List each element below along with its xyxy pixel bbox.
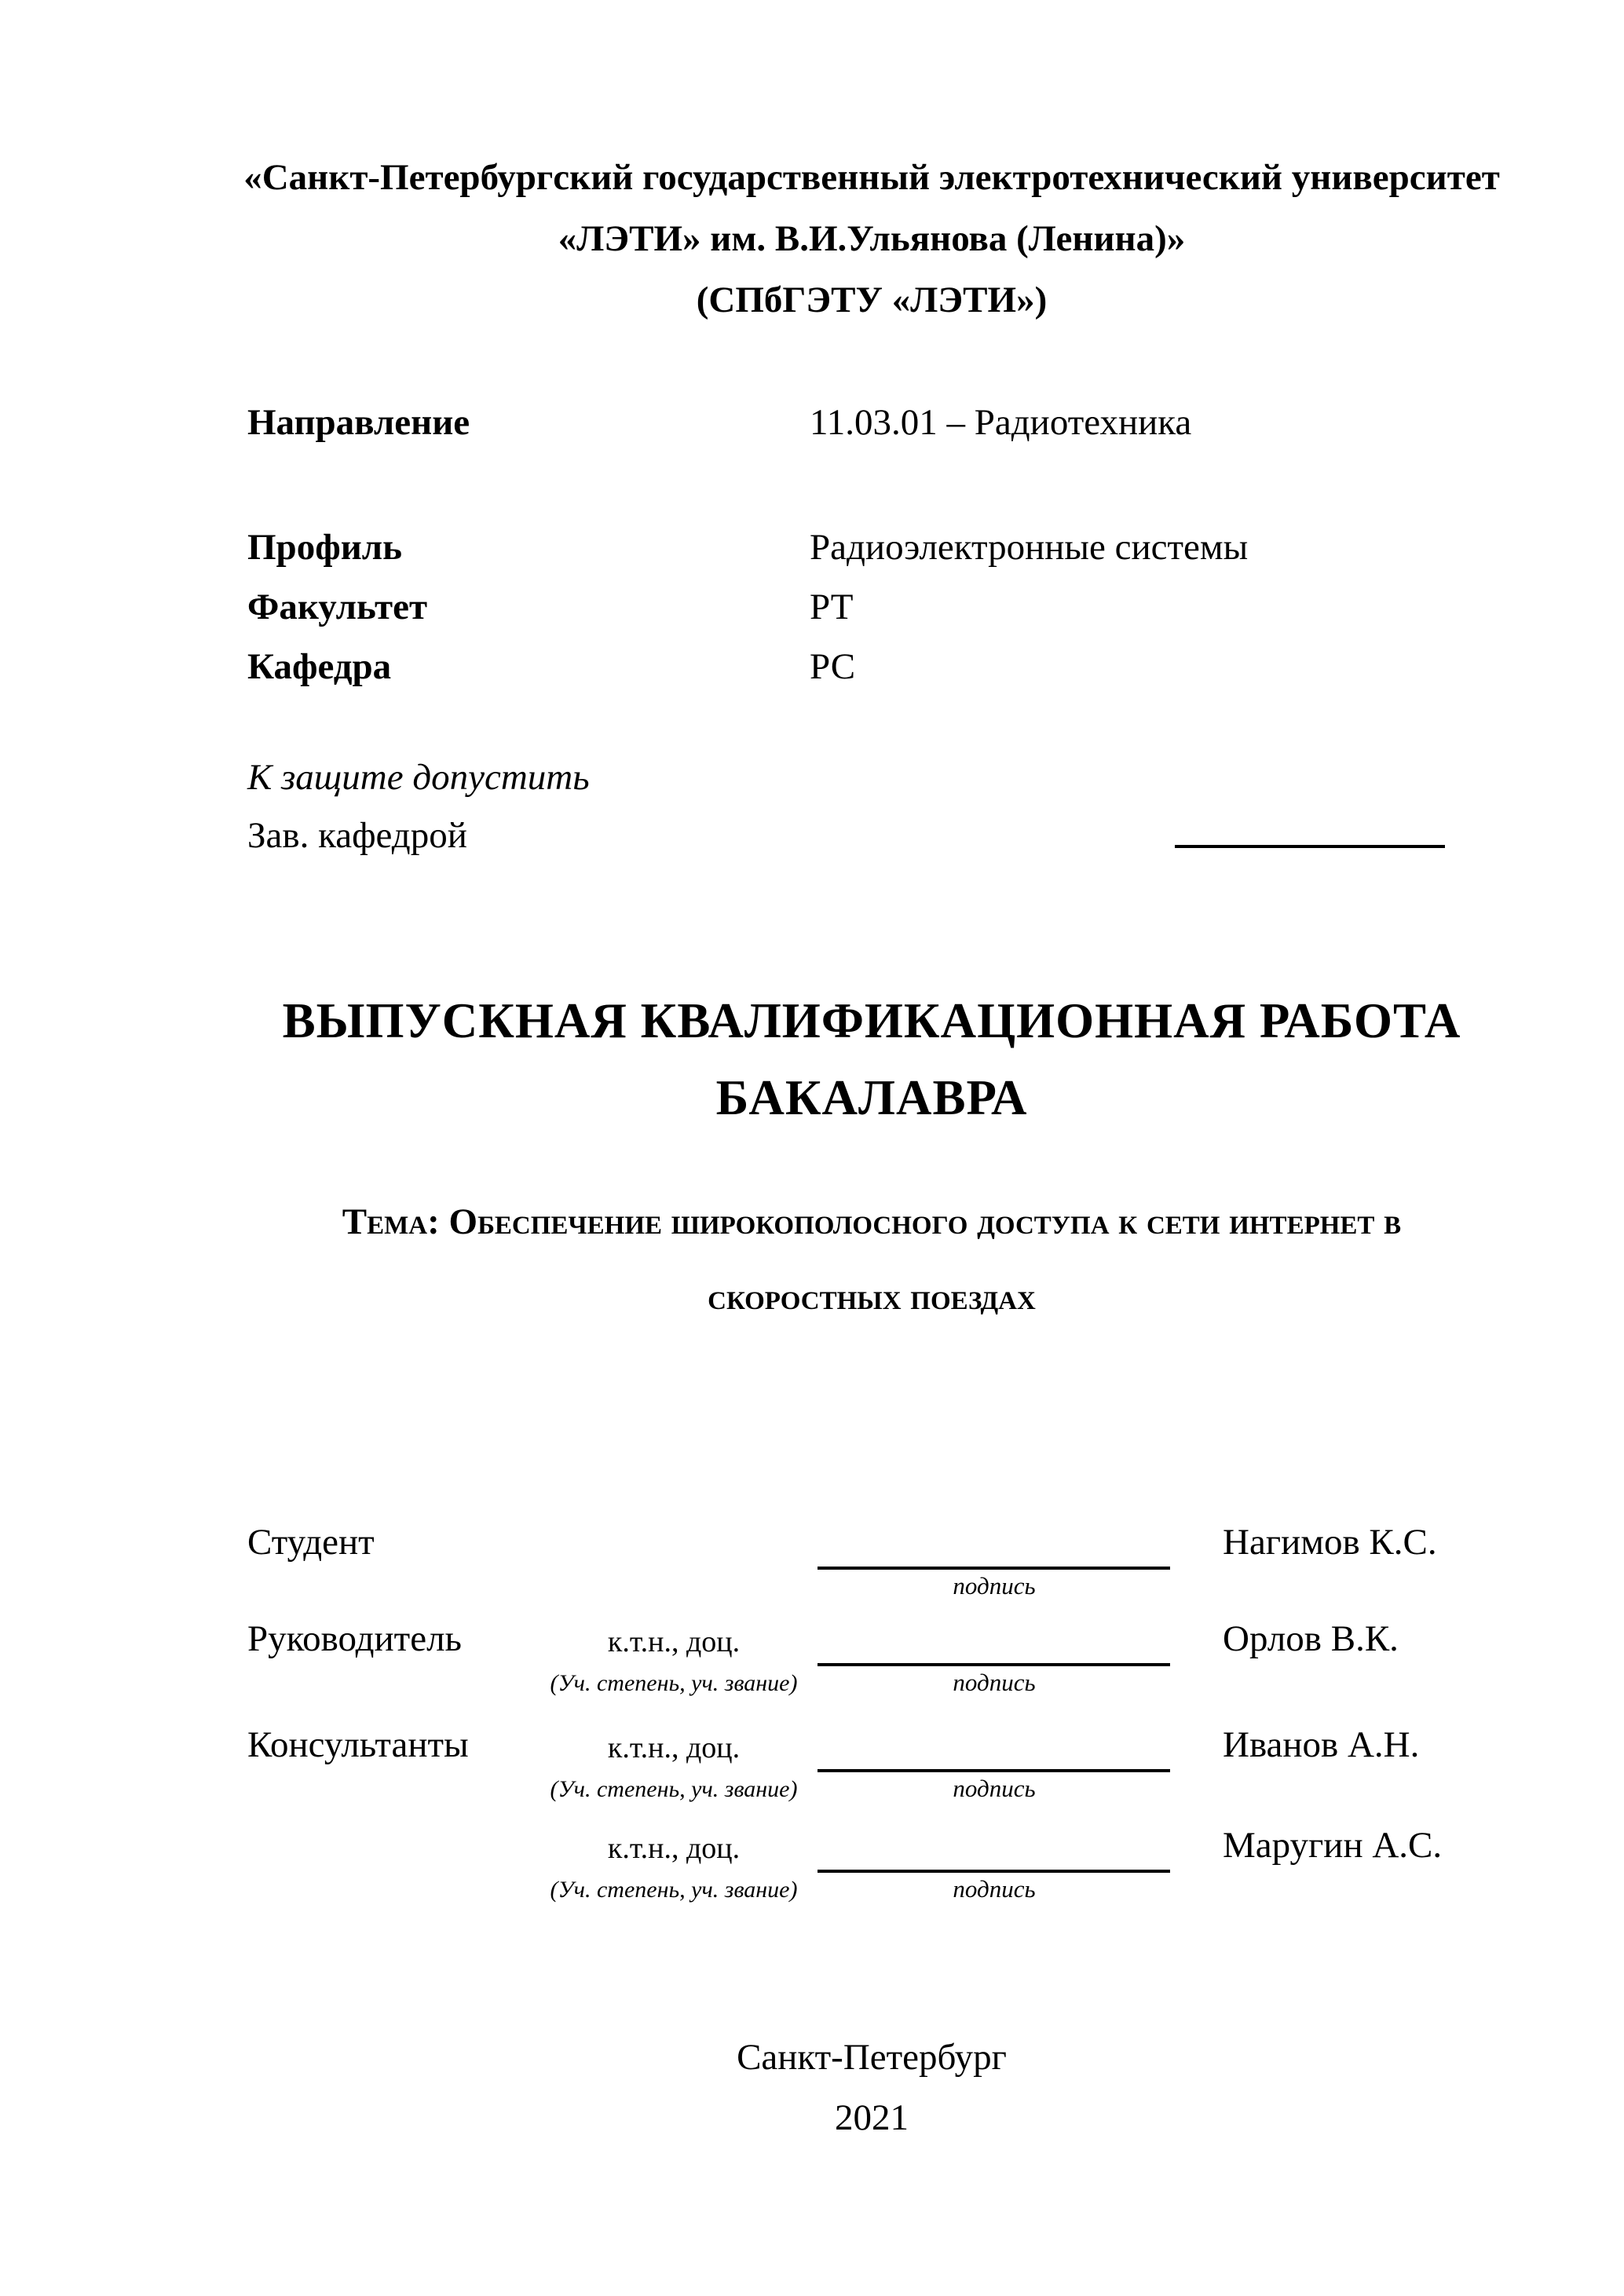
degree-title: к.т.н., доц. — [607, 1731, 741, 1764]
faculty-value: РТ — [810, 587, 854, 627]
signature-row-consultant-2 — [0, 1822, 1624, 1924]
signature-row-consultant-1 — [0, 1721, 1624, 1823]
signature-caption: подпись — [953, 1775, 1036, 1802]
profile-label: Профиль — [247, 527, 403, 568]
person-name: Иванов А.Н. — [1223, 1724, 1420, 1765]
signature-caption: подпись — [953, 1572, 1036, 1600]
person-name: Маругин А.С. — [1223, 1825, 1443, 1866]
signature-line — [817, 1769, 1170, 1772]
university-name-line2: «ЛЭТИ» им. В.И.Ульянова (Ленина)» — [558, 218, 1186, 259]
profile-value: Радиоэлектронные системы — [810, 527, 1249, 568]
degree-caption: (Уч. степень, уч. звание) — [550, 1670, 798, 1696]
degree-title: к.т.н., доц. — [607, 1625, 741, 1658]
degree-title: к.т.н., доц. — [607, 1832, 741, 1865]
department-head-label: Зав. кафедрой — [247, 815, 467, 856]
signature-line — [817, 1870, 1170, 1873]
admission-approve-line: К защите допустить — [247, 757, 590, 798]
signature-line — [817, 1663, 1170, 1666]
degree-caption: (Уч. степень, уч. звание) — [550, 1776, 798, 1802]
footer-city: Санкт-Петербург — [737, 2037, 1007, 2078]
thesis-theme-line1: Тема: Обеспечение широкополосного доступа к сети интернет в — [342, 1201, 1402, 1242]
department-value: РС — [810, 646, 856, 687]
person-name: Орлов В.К. — [1223, 1618, 1399, 1659]
signature-caption: подпись — [953, 1875, 1036, 1903]
degree-caption: (Уч. степень, уч. звание) — [550, 1877, 798, 1903]
signature-caption: подпись — [953, 1669, 1036, 1696]
faculty-label: Факультет — [247, 587, 428, 627]
role-label: Руководитель — [247, 1618, 462, 1659]
signature-row-supervisor — [0, 1615, 1624, 1717]
person-name: Нагимов К.С. — [1223, 1522, 1437, 1563]
thesis-theme-line2: скоростных поездах — [708, 1277, 1036, 1318]
role-label: Студент — [247, 1522, 375, 1563]
signature-row-student — [0, 1519, 1624, 1621]
department-head-signature-line — [1175, 845, 1445, 848]
signature-line — [817, 1567, 1170, 1570]
university-abbreviation: (СПбГЭТУ «ЛЭТИ») — [696, 280, 1048, 320]
department-label: Кафедра — [247, 646, 392, 687]
role-label: Консультанты — [247, 1724, 469, 1765]
direction-value: 11.03.01 – Радиотехника — [810, 402, 1192, 443]
thesis-title-line1: ВЫПУСКНАЯ КВАЛИФИКАЦИОННАЯ РАБОТА — [282, 993, 1461, 1048]
university-name-line1: «Санкт-Петербургский государственный электротехнический университет — [243, 157, 1500, 198]
thesis-title-line2: БАКАЛАВРА — [715, 1070, 1028, 1125]
footer-year: 2021 — [835, 2097, 909, 2138]
direction-label: Направление — [247, 402, 470, 443]
